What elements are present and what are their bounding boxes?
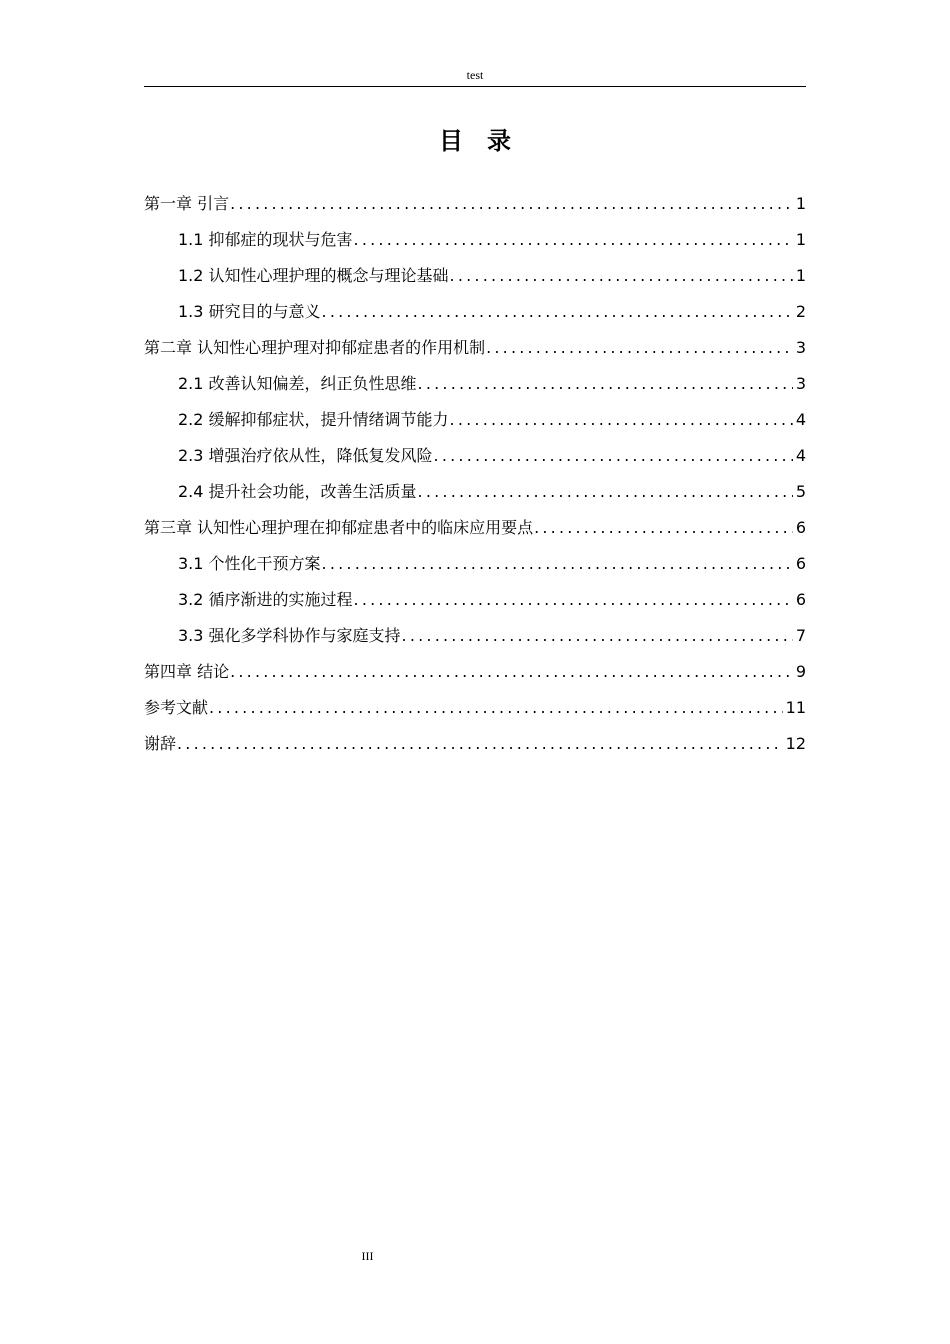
toc-dot-leader	[418, 366, 793, 402]
toc-entry-section-2-4[interactable]	[144, 474, 806, 510]
toc-entry-label: 3.3 强化多学科协作与家庭支持	[178, 626, 401, 645]
toc-entry-page: 6	[795, 518, 806, 537]
page-header-text: test	[466, 68, 484, 82]
toc-entry-page: 4	[795, 410, 806, 429]
toc-dot-leader	[418, 474, 793, 510]
toc-dot-leader	[230, 186, 793, 222]
toc-entry-label: 第一章 引言	[144, 194, 230, 213]
toc-entry-page: 9	[795, 662, 806, 681]
toc-dot-leader	[177, 726, 783, 762]
toc-entry-label: 1.3 研究目的与意义	[178, 302, 321, 321]
toc-entry-section-3-1[interactable]	[144, 546, 806, 582]
toc-entry-label: 3.1 个性化干预方案	[178, 554, 321, 573]
toc-dot-leader	[450, 258, 793, 294]
toc-entry-page: 12	[785, 734, 806, 753]
toc-entry-label: 第二章 认知性心理护理对抑郁症患者的作用机制	[144, 338, 486, 357]
toc-entry-chapter-2[interactable]	[144, 330, 806, 366]
toc-entry-label: 参考文献	[144, 698, 209, 717]
toc-entry-label: 第四章 结论	[144, 662, 230, 681]
toc-entry-page: 2	[795, 302, 806, 321]
toc-list	[144, 186, 806, 762]
toc-entry-page: 7	[795, 626, 806, 645]
toc-dot-leader	[450, 402, 793, 438]
toc-entry-section-1-3[interactable]	[144, 294, 806, 330]
toc-dot-leader	[486, 330, 793, 366]
toc-dot-leader	[354, 222, 793, 258]
toc-entry-section-2-1[interactable]	[144, 366, 806, 402]
toc-dot-leader	[354, 582, 793, 618]
toc-entry-label: 2.3 增强治疗依从性，降低复发风险	[178, 446, 433, 465]
toc-entry-label: 1.1 抑郁症的现状与危害	[178, 230, 353, 249]
toc-entry-section-3-2[interactable]	[144, 582, 806, 618]
toc-dot-leader	[402, 618, 793, 654]
toc-entry-label: 2.1 改善认知偏差，纠正负性思维	[178, 374, 417, 393]
toc-entry-section-1-2[interactable]	[144, 258, 806, 294]
toc-entry-page: 1	[795, 194, 806, 213]
toc-title-char-2: 录	[487, 127, 511, 155]
toc-dot-leader	[209, 690, 783, 726]
toc-entry-page: 6	[795, 590, 806, 609]
toc-dot-leader	[322, 294, 793, 330]
toc-entry-chapter-1[interactable]	[144, 186, 806, 222]
toc-entry-chapter-3[interactable]	[144, 510, 806, 546]
header-rule	[144, 86, 806, 87]
toc-entry-label: 3.2 循序渐进的实施过程	[178, 590, 353, 609]
toc-entry-label: 1.2 认知性心理护理的概念与理论基础	[178, 266, 449, 285]
toc-entry-section-3-3[interactable]	[144, 618, 806, 654]
toc-title	[0, 124, 950, 158]
toc-entry-section-1-1[interactable]	[144, 222, 806, 258]
footer-page-number: III	[361, 1249, 374, 1263]
toc-entry-chapter-4[interactable]	[144, 654, 806, 690]
toc-title-char-1: 目	[439, 127, 463, 155]
toc-dot-leader	[434, 438, 793, 474]
toc-entry-section-2-2[interactable]	[144, 402, 806, 438]
toc-entry-page: 1	[795, 230, 806, 249]
toc-entry-label: 第三章 认知性心理护理在抑郁症患者中的临床应用要点	[144, 518, 534, 537]
toc-entry-page: 5	[795, 482, 806, 501]
toc-entry-page: 3	[795, 374, 806, 393]
toc-entry-label: 2.4 提升社会功能，改善生活质量	[178, 482, 417, 501]
toc-entry-label: 2.2 缓解抑郁症状，提升情绪调节能力	[178, 410, 449, 429]
toc-entry-page: 3	[795, 338, 806, 357]
toc-dot-leader	[230, 654, 793, 690]
toc-entry-page: 11	[785, 698, 806, 717]
toc-entry-acknowledgements[interactable]	[144, 726, 806, 762]
toc-entry-label: 谢辞	[144, 734, 177, 753]
toc-entry-references[interactable]	[144, 690, 806, 726]
toc-entry-section-2-3[interactable]	[144, 438, 806, 474]
toc-entry-page: 4	[795, 446, 806, 465]
toc-entry-page: 1	[795, 266, 806, 285]
toc-dot-leader	[534, 510, 793, 546]
toc-entry-page: 6	[795, 554, 806, 573]
toc-dot-leader	[322, 546, 793, 582]
